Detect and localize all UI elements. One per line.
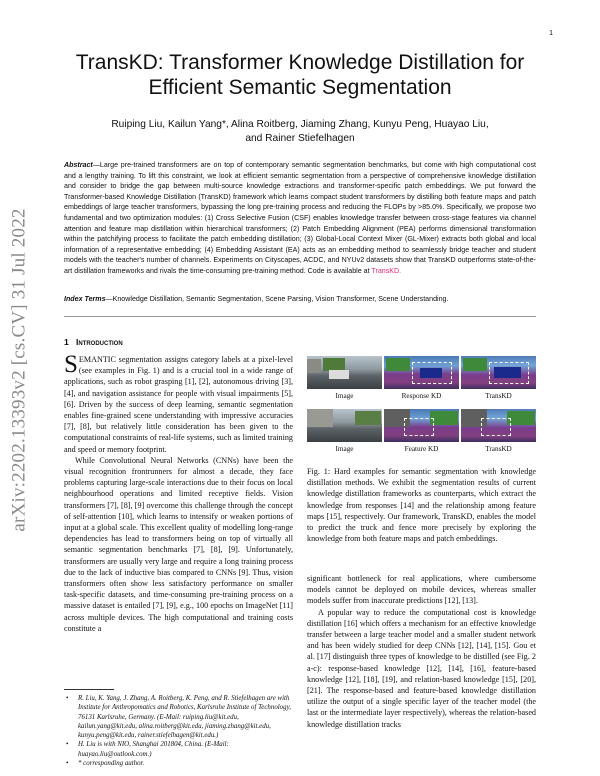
left-column [64,351,293,634]
arxiv-id-text: arXiv:2202.13393v2 [cs.CV] 31 Jul 2022 [9,208,30,532]
figure-image-street-1 [307,356,382,389]
figure-labels-row-1 [307,392,536,400]
authors-line-2: and Rainer Stiefelhagen [245,133,355,144]
intro-paragraph-1 [64,351,293,455]
figure-caption: Fig. 1: Hard examples for semantic segmentation with knowledge distillation methods. We exhibit the segmentation results of current knowledge distillation frameworks as counterparts, which extract the knowledge from responses [14] and the relationship among feature maps [15], respectively. Our framework, TransKD, enables the model to predict the truck and fence more precisely by exploring the knowledge from both feature maps and patch embeddings. [307,467,536,544]
figure-segmentation-transkd-1 [461,356,536,389]
figure-labels-row-2 [307,445,536,453]
figure-label: TransKD [485,392,512,400]
abstract-label: Abstract [64,161,93,169]
section-number: 1 [64,337,69,347]
authors-line-1: Ruiping Liu, Kailun Yang*, Alina Roitberg, Jiaming Zhang, Kunyu Peng, Huayao Liu, [111,119,489,130]
figure-label: TransKD [485,445,512,453]
right-paragraph-2: A popular way to reduce the computational cost is knowledge distillation [16] which offers a mechanism for an effective knowledge transfer between a large teacher model and a smaller student network and has been widely studied for deep CNNs [12], [14], [15]. Gou et al. [17] distinguish three types of knowledge to be distilled (see Fig. 2 a-c): response-based knowledge [12], [14], [16], feature-based knowledge [12], [18], [19], and relation-based knowledge [15], [20], [21]. The response-based and feature-based knowledge distillation utilize the output of a single specific layer of the teacher model (the last or the intermediate layer respectively), whereas the relation-based knowledge distillation tracks [307,607,536,729]
right-column [307,573,536,730]
figure-1 [307,356,536,460]
page-number: 1 [549,30,553,37]
figure-row-1 [307,356,536,389]
abstract-text: —Large pre-trained transformers are on top of contemporary semantic segmentation benchmarks, but come with high computational cost and a lengthy training. To lift this constraint, we look at efficient semantic segmentation from a perspective of comprehensive knowledge distillation and consider to bridge the gap between multi-source knowledge extractions and transformer-specific patch embeddings. We put forward the Transformer-based Knowledge Distillation (TransKD) framework which learns compact student transformers by distilling both feature maps and patch embeddings of large teacher transformers, bypassing the long pre-training process and reducing the FLOPs by >85.0%. Specifically, we propose two fundamental and two optimization modules: (1) Cross Selective Fusion (CSF) enables knowledge transfer between cross-stage features via channel attention and feature map distillation within hierarchical transformers; (2) Patch Embedding Alignment (PEA) performs dimensional transformation within the patchifying process to facilitate the patch embedding distillation; (3) Global-Local Context Mixer (GL-Mixer) extracts both global and local information of a representative embedding; (4) Embedding Assistant (EA) acts as an embedding method to seamlessly bridge teacher and student models with the teacher's number of channels. Experiments on Cityscapes, ACDC, and NYUv2 datasets show that TransKD outperforms state-of-the-art distillation frameworks and rivals the time-consuming pre-training method. Code is available at [64,161,536,275]
footnote-affiliation-kit: • R. Liu, K. Yang, J. Zhang, A. Roitberg, K. Peng, and R. Stiefelhagen are with Institute for Anthropomatics and Robotics, Karlsruhe Institute of Technology, 76131 Karlsruhe, Germany. (E-Mail: ruiping.liu@kit.edu, kailun.yang@kit.edu, alina.roitberg@kit.edu, jiaming.zhang@kit.edu, kunyu.peng@kit.edu, rainer.stiefelhagen@kit.edu.) [64,694,293,740]
intro-paragraph-1-text: EMANTIC segmentation assigns category labels at a pixel-level (see examples in Fig. 1) and is a crucial tool in a wide range of applications, such as robot grasping [1], [2], autonomous driving [3], [4], and navigation assistance for people with visual impairments [5], [6]. Driven by the success of deep learning, semantic segmentation enables fine-grained scene understanding with impressive accuracies [7], [8], but relatively little consideration has been given to the computational constraints of real-life systems, such as limited training and speed or memory footprint. [64,355,293,454]
code-link[interactable]: TransKD. [371,266,402,275]
figure-label: Response KD [401,392,442,400]
footnote-affiliation-nio: • H. Liu is with NIO, Shanghai 201804, China. (E-Mail: huayao.liu@outlook.com.) [64,740,293,759]
figure-label: Image [335,392,354,400]
index-terms-label: Index Terms [64,295,106,303]
figure-segmentation-response-kd [384,356,459,389]
footnotes [64,694,293,768]
section-title: Introduction [75,337,123,347]
paper-title: TransKD: Transformer Knowledge Distillation for Efficient Semantic Segmentation [75,51,525,99]
footnote-corresponding-author: • * corresponding author. [64,759,293,768]
index-terms-text: —Knowledge Distillation, Semantic Segmentation, Scene Parsing, Vision Transformer, Scene Understanding. [105,295,449,303]
right-paragraph-1: significant bottleneck for real applications, where cumbersome models cannot be deployed on mobile devices, whereas smaller models suffer from inaccurate predictions [12], [13]. [307,574,536,606]
figure-segmentation-transkd-2 [461,409,536,442]
footnote-divider [64,689,114,690]
header-divider [64,316,536,317]
abstract [64,160,536,277]
section-heading [64,337,123,347]
figure-image-street-2 [307,409,382,442]
arxiv-identifier-stamp [2,185,38,555]
intro-paragraph-2: While Convolutional Neural Networks (CNNs) have been the visual recognition frontrunners for almost a decade, they face problems capturing large-scale interactions due to their focus on local neighbourhood operations and limited receptive fields. Vision transformers [7], [8], [9] overcome this challenge through the concept of self-attention [10], which learns to intensify or weaken portions of input at a global scale. This excellent quality of modelling long-range dependencies has lead to transformers being on top of virtually all semantic segmentation benchmarks [7], [8], [9]. Unfortunately, transformers are usually very large and require a long training process due to the lack of inductive bias compared to CNNs [9]. Thus, vision transformers often show less satisfactory performance on smaller task-specific datasets, and time-consuming pre-training process on a massive dataset is entailed [7], [9], e.g., 100 epochs on ImageNet [11] across multiple devices. The high computational and training costs constitute a [64,455,293,633]
drop-cap: S [64,351,78,378]
author-list [70,118,530,146]
figure-row-2 [307,409,536,442]
index-terms [64,294,536,305]
figure-label: Image [335,445,354,453]
figure-segmentation-feature-kd [384,409,459,442]
figure-label: Feature KD [404,445,439,453]
